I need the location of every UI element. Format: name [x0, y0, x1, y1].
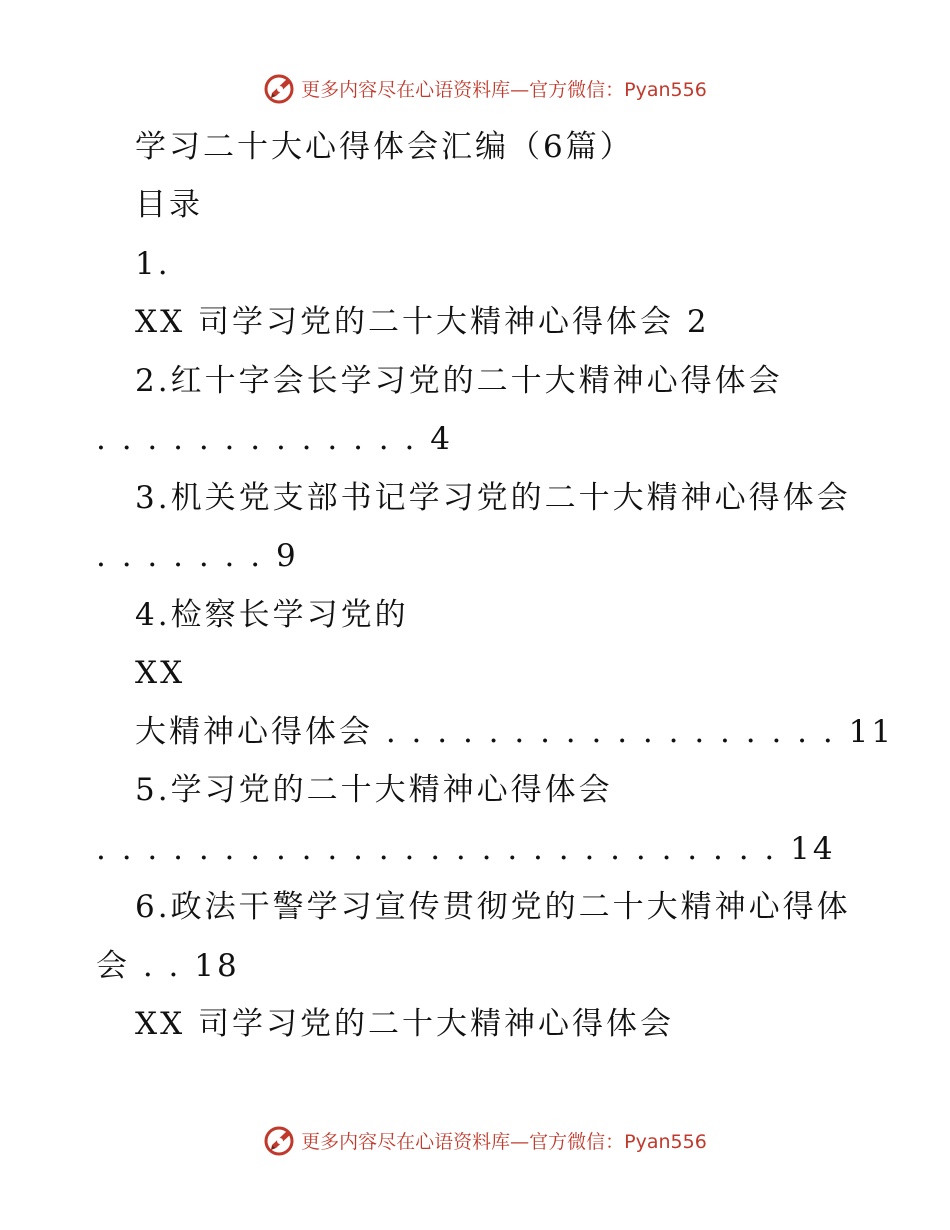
toc-line: 6.政法干警学习宣传贯彻党的二十大精神心得体	[135, 889, 851, 925]
toc-line: 5.学习党的二十大精神心得体会	[135, 772, 613, 808]
pen-logo-icon	[263, 1123, 297, 1157]
header-watermark-banner	[0, 68, 950, 108]
toc-line: 大精神心得体会 . . . . . . . . . . . . . . . . . . 11	[135, 714, 895, 750]
toc-line: 会 . . 18	[96, 948, 240, 984]
toc-line: . . . . . . . . . . . . . 4	[96, 421, 453, 457]
banner-wechat-id: Pyan556	[624, 1130, 707, 1153]
toc-line: 1.	[135, 246, 171, 282]
toc-line: 3.机关党支部书记学习党的二十大精神心得体会	[135, 480, 851, 516]
toc-line: XX	[135, 655, 186, 691]
banner-text: 更多内容尽在心语资料库—官方微信：	[301, 1130, 625, 1153]
document-title: 学习二十大心得体会汇编（6篇）	[135, 129, 634, 165]
toc-line: 4.检察长学习党的	[135, 597, 409, 633]
toc-line: 2.红十字会长学习党的二十大精神心得体会	[135, 363, 783, 399]
section-heading: XX 司学习党的二十大精神心得体会	[135, 1006, 674, 1042]
toc-heading: 目录	[135, 187, 203, 223]
toc-line: . . . . . . . . . . . . . . . . . . . . . . . . . . . 14	[96, 831, 836, 867]
pen-logo-icon	[263, 71, 297, 105]
toc-line: XX 司学习党的二十大精神心得体会 2	[135, 304, 710, 340]
footer-watermark-banner	[0, 1120, 950, 1160]
banner-text: 更多内容尽在心语资料库—官方微信：	[301, 78, 625, 101]
toc-line: . . . . . . . 9	[96, 538, 299, 574]
banner-wechat-id: Pyan556	[624, 78, 707, 101]
